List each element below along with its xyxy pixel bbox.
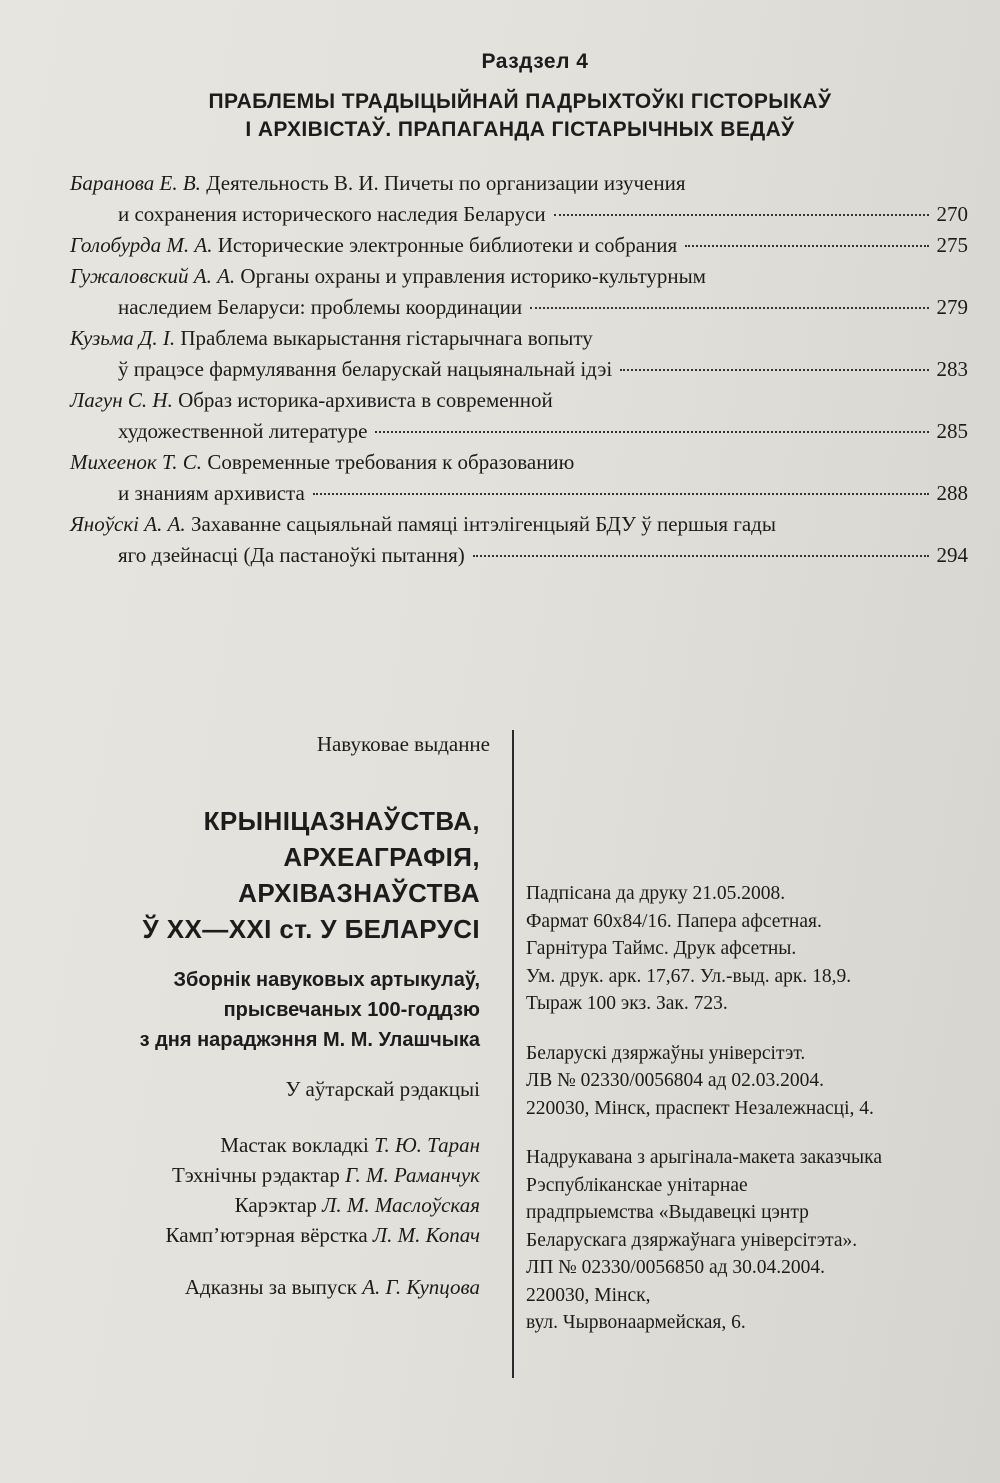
publisher-info (526, 1040, 986, 1123)
printer-line: Беларускага дзяржаўнага універсітэта». (526, 1229, 858, 1251)
leader-dots (473, 555, 929, 557)
edition-note: У аўтарскай рэдакцыі (285, 1077, 480, 1101)
book-title-line: Ў XX—XXI ст. У БЕЛАРУСІ (142, 914, 480, 944)
book-subtitle-line: з дня нараджэння М. М. Улашчыка (139, 1029, 480, 1051)
toc-title-cont: и сохранения исторического наследия Беларуси (118, 202, 546, 226)
toc-title: Захаванне сацыяльнай памяці інтэлігенцыяй БДУ ў першыя гады (190, 512, 776, 536)
credits (60, 1130, 480, 1302)
credit-role: Карэктар (234, 1193, 317, 1217)
leader-dots (530, 307, 928, 309)
leader-dots (313, 493, 929, 495)
book-title-line: КРЫНІЦАЗНАЎСТВА, (203, 806, 480, 836)
leader-dots (375, 431, 928, 433)
credit-role: Адказны за выпуск (184, 1275, 357, 1299)
toc-entry (70, 261, 968, 323)
print-info-line: Падпісана да друку 21.05.2008. (526, 883, 786, 904)
book-title-line: АРХІВАЗНАЎСТВА (238, 878, 480, 908)
toc-title: Праблема выкарыстання гістарычнага вопыту (180, 326, 593, 350)
printer-line: Рэспубліканскае унітарнае (526, 1174, 748, 1196)
toc-title-cont: ў працэсе фармулявання беларускай нацыянальнай ідэі (118, 357, 613, 381)
column-divider (512, 730, 514, 1378)
printer-line: ЛП № 02330/0056850 ад 30.04.2004. (526, 1257, 826, 1278)
toc-page-number: 285 (936, 419, 968, 443)
colophon-right (526, 880, 986, 1359)
toc-author: Гужаловский А. А. (70, 264, 236, 288)
credit-role: Тэхнічны рэдактар (171, 1163, 340, 1187)
toc-title-cont: и знаниям архивиста (118, 481, 305, 505)
table-of-contents (70, 168, 968, 571)
toc-author: Голобурда М. А. (70, 233, 213, 257)
series-label: Навуковае выданне (316, 732, 490, 756)
credit-name: А. Г. Купцова (362, 1275, 480, 1299)
toc-page-number: 294 (936, 543, 968, 567)
toc-page-number: 279 (936, 295, 968, 319)
leader-dots (620, 369, 928, 371)
toc-page-number: 275 (936, 233, 968, 257)
credit-name: Г. М. Раманчук (345, 1163, 480, 1187)
toc-entry (70, 168, 968, 230)
credit-line (60, 1130, 480, 1160)
toc-title-cont: художественной литературе (118, 419, 368, 443)
toc-entry (70, 230, 968, 261)
toc-title: Современные требования к образованию (207, 450, 575, 474)
print-info (526, 880, 986, 1018)
credit-line (60, 1272, 480, 1302)
print-info-line: Фармат 60х84/16. Папера афсетная. (526, 910, 822, 932)
toc-author: Михеенок Т. С. (70, 450, 203, 474)
toc-title: Образ историка-архивиста в современной (178, 388, 553, 412)
toc-title-cont: наследием Беларуси: проблемы координации (118, 295, 523, 319)
book-subtitle-line: Зборнік навуковых артыкулаў, (173, 969, 480, 991)
printer-line: 220030, Мінск, (526, 1284, 651, 1306)
printer-info (526, 1144, 986, 1337)
credit-name: Л. М. Копач (372, 1223, 480, 1247)
toc-entry (70, 509, 968, 571)
printer-line: прадпрыемства «Выдавецкі цэнтр (526, 1202, 809, 1223)
publisher-line: ЛВ № 02330/0056804 ад 02.03.2004. (526, 1070, 824, 1091)
credit-line (60, 1160, 480, 1190)
book-subtitle (60, 965, 480, 1055)
publisher-line: Беларускі дзяржаўны універсітэт. (526, 1042, 806, 1064)
printer-line: Надрукавана з арыгінала-макета заказчыка (526, 1147, 882, 1168)
section-title (120, 88, 920, 144)
toc-author: Яноўскі А. А. (70, 512, 186, 536)
credit-role: Камп’ютэрная вёрстка (165, 1223, 368, 1247)
leader-dots (554, 214, 929, 216)
leader-dots (685, 245, 928, 247)
credit-role: Мастак вокладкі (220, 1133, 369, 1157)
print-info-line: Гарнітура Таймс. Друк афсетны. (526, 938, 797, 959)
section-title-line: І АРХІВІСТАЎ. ПРАПАГАНДА ГІСТАРЫЧНЫХ ВЕДАЎ (245, 118, 795, 141)
colophon-left (60, 732, 490, 1302)
toc-page-number: 270 (936, 202, 968, 226)
toc-title: Деятельность В. И. Пичеты по организации изучения (206, 171, 686, 195)
toc-entry (70, 447, 968, 509)
toc-title: Исторические электронные библиотеки и собрания (217, 233, 678, 257)
credit-name: Л. М. Маслоўская (322, 1193, 480, 1217)
print-info-line: Тыраж 100 экз. Зак. 723. (526, 993, 728, 1014)
toc-page-number: 283 (936, 357, 968, 381)
toc-entry (70, 385, 968, 447)
toc-page-number: 288 (936, 481, 968, 505)
toc-author: Баранова Е. В. (70, 171, 201, 195)
publisher-line: 220030, Мінск, праспект Незалежнасці, 4. (526, 1097, 874, 1119)
toc-title-cont: яго дзейнасці (Да пастаноўкі пытання) (118, 543, 465, 567)
credit-name: Т. Ю. Таран (374, 1133, 480, 1157)
book-title-line: АРХЕАГРАФІЯ, (283, 842, 480, 872)
section-title-line: ПРАБЛЕМЫ ТРАДЫЦЫЙНАЙ ПАДРЫХТОЎКІ ГІСТОРЫКАЎ (208, 90, 832, 113)
toc-title: Органы охраны и управления историко-культурным (240, 264, 706, 288)
credit-line (60, 1190, 480, 1220)
section-label: Раздзел 4 (481, 50, 589, 73)
credit-line (60, 1220, 480, 1250)
toc-entry (70, 323, 968, 385)
print-info-line: Ум. друк. арк. 17,67. Ул.-выд. арк. 18,9. (526, 965, 852, 987)
book-title (60, 803, 480, 947)
book-subtitle-line: прысвечаных 100-годдзю (223, 999, 480, 1021)
printer-line: вул. Чырвонаармейская, 6. (526, 1312, 746, 1333)
toc-author: Кузьма Д. І. (70, 326, 176, 350)
toc-author: Лагун С. Н. (70, 388, 173, 412)
